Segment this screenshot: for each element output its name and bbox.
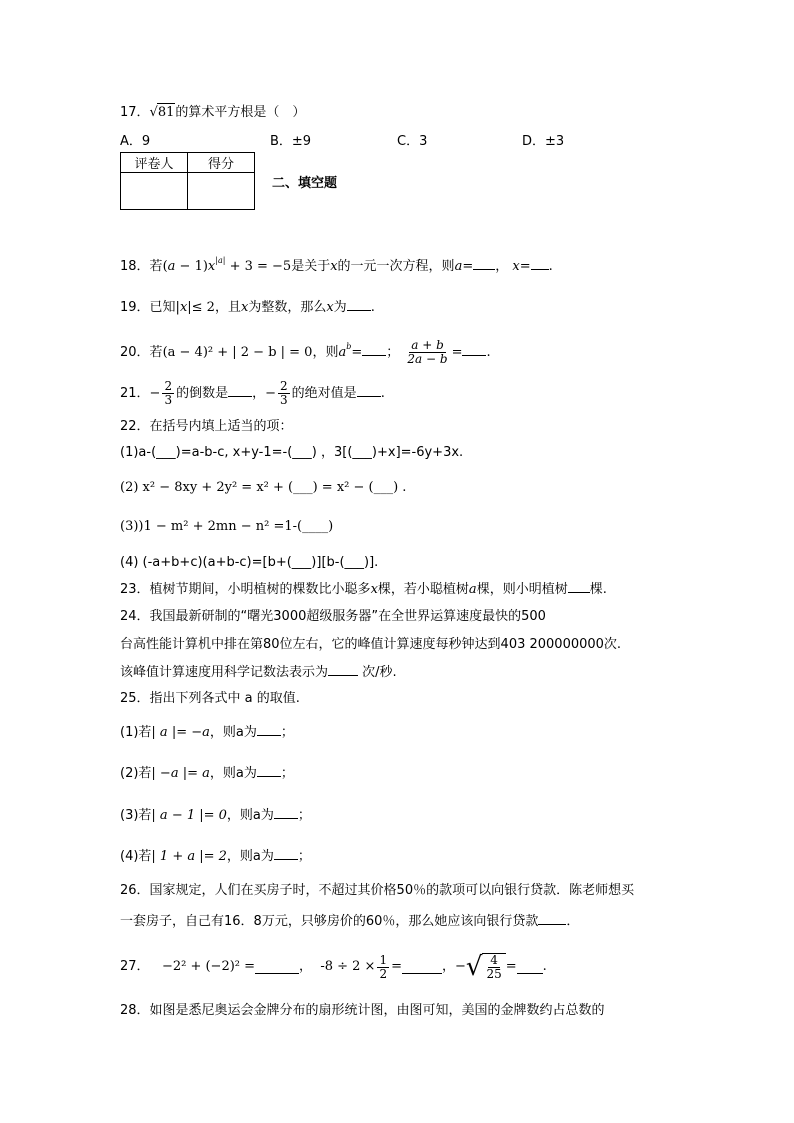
q25-item-2-expr: | −a |= a [151,766,210,781]
q20-number: 20． [120,345,150,360]
q27-sep-2: ， [441,959,455,974]
q22-line-2: (2) x² − 8xy + 2y² = x² + (___) = x² − (___) . [120,480,407,495]
q19-mid: 为整数，那么 [248,300,327,315]
score-table-grader-cell[interactable] [121,173,188,210]
q17-text: 的算术平方根是（ ） [175,105,306,120]
q20-blank-1[interactable] [362,343,386,356]
q27-e2: -8 ÷ 2 × [320,959,376,974]
q21-den-2: 3 [280,393,288,407]
q20-end: . [486,345,491,360]
q19-pre: 已知| [149,300,180,315]
q18-eq2: = [519,259,531,274]
q25-item-4-pre: (4)若 [120,849,152,864]
q21-fraction-1 [162,380,174,407]
q27-fraction [377,954,389,981]
q23-t2: 棵，若小聪植树 [377,582,469,597]
q25-item-4 [120,847,311,866]
q21-blank-1[interactable] [228,384,252,397]
q26-number: 26． [120,883,150,898]
q27-sep-1: ， [299,959,313,974]
q21-end: . [380,386,385,401]
q25-item-4-post: ，则a为 [226,849,274,864]
q27-question [120,952,547,982]
q27-blank-3[interactable] [517,961,543,974]
q18-number: 18． [120,259,150,274]
q20-frac-den: 2a − b [407,352,448,366]
q23-t1: 植树节期间，小明植树的棵数比小聪多 [149,582,371,597]
q25-item-3-post: ，则a为 [226,808,274,823]
q20-cond: (a − 4)² + | 2 − b | = 0，则 [162,345,339,360]
q21-question [120,380,385,407]
q27-sqrt-num: 4 [490,953,498,967]
q22-title [120,418,293,436]
q20-semi: ； [386,345,400,360]
q19-end: . [370,300,375,315]
q25-item-1 [120,723,294,742]
q23-t4: 棵. [589,582,607,597]
q18-question [120,257,553,276]
q21-fraction-2 [278,380,290,407]
q18-equation: $(a - 1)x^{|a|} + 3 = -5$ [162,256,292,274]
q27-blank-2[interactable] [402,961,442,974]
q19-question [120,298,375,317]
q24-line-2: 台高性能计算机中排在第80位左右，它的峰值计算速度每秒钟达到403 200000000次. [120,637,622,652]
q27-eq-2: = [391,959,402,974]
q25-title [120,690,300,708]
q26-l2b: ． [566,914,580,929]
q21-num-2: 2 [280,379,288,393]
q25-item-3-end: ； [297,808,311,823]
q25-item-2 [120,764,294,783]
q18-post: 的一元一次方程，则 [337,259,455,274]
score-table-score-cell[interactable] [188,173,255,210]
q28-text: 如图是悉尼奥运会金牌分布的扇形统计图，由图可知，美国的金牌数约占总数的 [149,1003,605,1018]
q28-number: 28． [120,1003,150,1018]
section-title: 二、填空题 [272,176,338,191]
q20-eq: = [351,345,363,360]
q25-item-3 [120,806,311,825]
q19-number: 19． [120,300,150,315]
q18-eq: = [462,259,474,274]
q18-a: a [454,259,463,274]
q26-line-1 [120,882,634,900]
q23-blank[interactable] [568,580,590,593]
q25-item-1-expr: | a |= −a [151,725,210,740]
q25-item-3-pre: (3)若 [120,808,152,823]
q19-blank[interactable] [347,298,371,311]
q25-item-4-expr: | 1 + a |= 2 [151,849,227,864]
q23-number: 23． [120,582,150,597]
q23-v2: a [468,582,477,597]
q24-line-3 [120,663,397,682]
q20-frac-num: a + b [411,338,444,352]
sqrt-symbol: √ [465,952,483,982]
q21-minus-2: − [265,386,277,401]
q27-end: . [542,959,547,974]
score-table-score-header: 得分 [188,153,255,173]
q19-var3: x [326,300,334,315]
q22-line-3: (3))1 − m² + 2mn − n² =1-(____) [120,519,334,534]
q17-number: 17． [120,105,150,120]
q19-post: 为 [333,300,347,315]
q23-question [120,580,607,599]
q27-sqrt-fraction [484,954,503,981]
q25-item-2-post: ，则a为 [209,766,257,781]
q22-number: 22． [120,419,150,434]
q27-minus: − [455,959,466,974]
q27-sqrt [466,952,506,982]
score-table [120,152,255,210]
q21-sep: ， [252,386,266,401]
score-table-grader-header: 评卷人 [121,153,188,173]
q26-l1: 国家规定，人们在买房子时，不超过其价格50％的款项可以向银行贷款．陈老师想买 [149,883,635,898]
q20-blank-2[interactable] [462,343,486,356]
q27-frac-num: 1 [379,952,388,967]
q19-var2: x [240,300,249,315]
q17-option-d: D．±3 [522,134,565,149]
q18-mid: 是关于 [291,259,331,274]
q17-option-a: A．9 [120,134,151,149]
q17-option-b: B．±9 [270,134,312,149]
q19-cond: |≤ 2，且 [187,300,241,315]
q18-end: . [548,259,553,274]
q21-t2: 的绝对值是 [291,386,357,401]
sqrt-symbol: √ [149,105,158,120]
q25-item-1-end: ； [280,725,294,740]
q24-l1: 我国最新研制的“曙光3000超级服务器”在全世界运算速度最快的500 [149,609,546,624]
q25-item-4-blank[interactable] [274,847,298,860]
q20-question: 20．若(a − 4)² + | 2 − b | = 0，则$a^b=$ ； $\frac{a + b}{2a - b}$ = . [120,338,491,366]
q18-sep: ， [495,259,509,274]
q21-number: 21． [120,386,150,401]
q27-frac-den: 2 [379,966,388,981]
q22-title-text: 在括号内填上适当的项： [149,419,293,434]
q21-blank-2[interactable] [357,384,381,397]
q24-blank[interactable] [328,663,358,676]
q20-pre: 若 [149,345,163,360]
q24-line-1 [120,608,546,626]
q26-blank[interactable] [538,912,566,925]
q19-var: x [179,300,188,315]
q24-l3a: 该峰值计算速度用科学记数法表示为 [120,665,329,680]
q20-eq2: = [451,345,463,360]
q21-t1: 的倒数是 [176,386,229,401]
q25-item-3-blank[interactable] [274,806,298,819]
q22-line-1: (1)a-(___)=a-b-c, x+y-1=-(___) ，3[(___)+x]=-6y+3x. [120,445,464,460]
q18-pre: 若 [149,259,163,274]
q25-item-4-end: ； [297,849,311,864]
q25-number: 25． [120,691,150,706]
q18-x: x [512,259,520,274]
q21-minus-1: − [149,386,161,401]
q25-item-2-blank[interactable] [257,764,281,777]
q27-sqrt-den: 25 [486,967,502,981]
q28-question [120,1002,605,1020]
q20-a: a [338,345,347,360]
q26-l2a: 一套房子，自己有16．8万元，只够房价的60％，那么她应该向银行贷款 [120,914,539,929]
q17-radicand: 81 [157,105,175,120]
q21-num-1: 2 [164,379,173,393]
q25-title-text: 指出下列各式中 a 的取值. [149,691,300,706]
q17-question [120,103,305,122]
q24-number: 24． [120,609,150,624]
q25-item-1-blank[interactable] [257,723,281,736]
q21-den-1: 3 [164,393,173,407]
q25-item-2-end: ； [280,766,294,781]
q25-item-1-pre: (1)若 [120,725,152,740]
q22-line-4: (4) (-a+b+c)(a+b-c)=[b+(___)][b-(___)]. [120,555,379,570]
q27-eq-3: = [505,959,517,974]
q27-e1: −2² + (−2)² = [161,959,256,974]
q24-l3b: 次/秒. [362,665,397,680]
q27-number: 27． [120,959,150,974]
q18-blank-a[interactable] [473,257,495,270]
q23-t3: 棵，则小明植树 [476,582,568,597]
q25-item-1-post: ，则a为 [209,725,257,740]
q18-blank-x[interactable] [531,257,549,270]
q20-fraction [405,339,449,366]
q17-option-c: C．3 [397,134,428,149]
q25-item-3-expr: | a − 1 |= 0 [151,808,227,823]
q23-v1: x [370,582,378,597]
q27-blank-1[interactable] [255,961,299,974]
q26-line-2 [120,912,579,931]
q18-var: x [330,259,338,274]
q25-item-2-pre: (2)若 [120,766,152,781]
